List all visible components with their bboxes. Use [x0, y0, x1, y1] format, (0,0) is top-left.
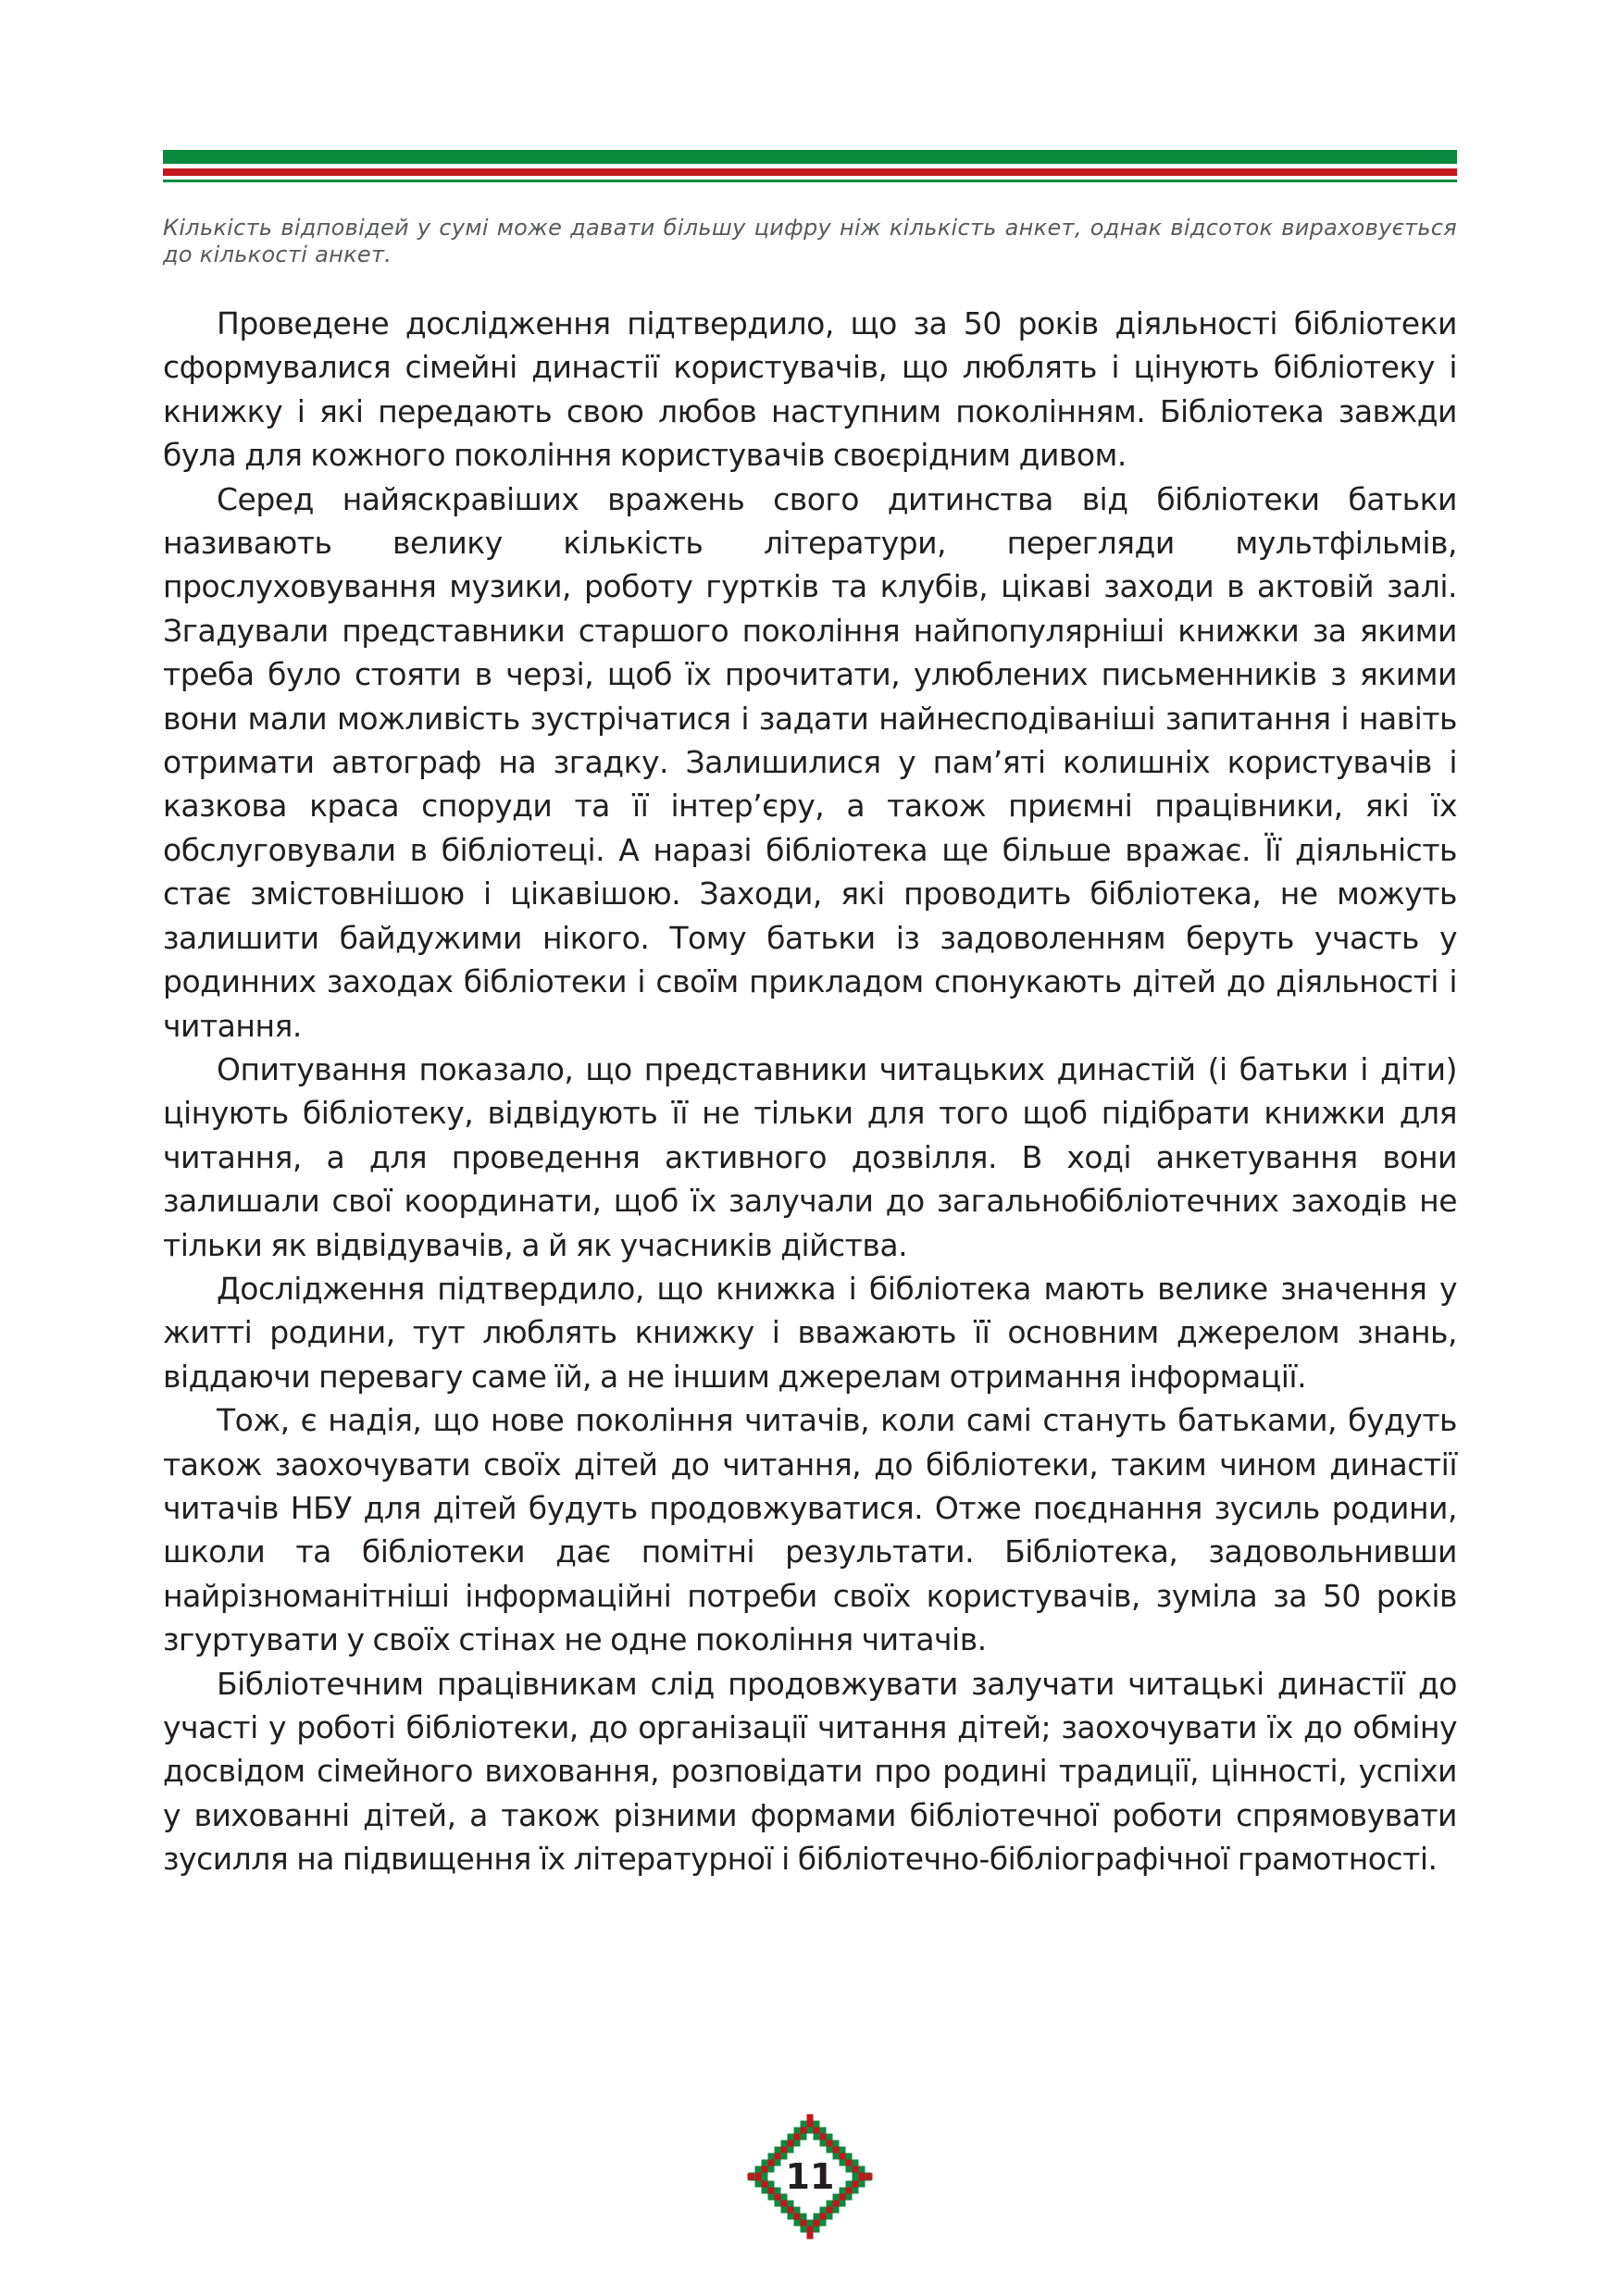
paragraph: Дослідження підтвердило, що книжка і бібліотека мають велике значення у житті родини, тут люблять книжку і вважають її основним джерелом знань, віддаючи перевагу саме їй, а не іншим джерелам отримання інформації. — [163, 1270, 1457, 1395]
footnote-note: Кількість відповідей у сумі може давати більшу цифру ніж кількість анкет, однак відсоток вираховується до кількості анкет. — [163, 215, 1457, 267]
main-text — [163, 302, 1457, 1881]
header-green-bar — [163, 150, 1457, 164]
paragraph: Тож, є надія, що нове покоління читачів, коли самі стануть батьками, будуть також заохочувати своїх дітей до читання, до бібліотеки, таким чином династії читачів НБУ для дітей будуть продовжуватися. Отже поєднання зусиль родини, школи та бібліотеки дає помітні результати. Бібліотека, задовольнивши найрізноманітніші інформаційні потреби своїх користувачів, зуміла за 50 років згуртувати у своїх стінах не одне покоління читачів. — [163, 1402, 1457, 1658]
header-red-bar — [163, 168, 1457, 176]
page-number: 11 — [785, 2156, 835, 2197]
paragraph: Проведене дослідження підтвердило, що за 50 років діяльності бібліотеки сформувалися сімейні династії користувачів, що люблять і цінують бібліотеку і книжку і які передають свою любов наступним поколінням. Бібліотека завжди була для кожного покоління користувачів своєрідним дивом. — [163, 305, 1457, 474]
paragraph: Бібліотечним працівникам слід продовжувати залучати читацькі династії до участі у роботі бібліотеки, до організації читання дітей; заохочувати їх до обміну досвідом сімейного виховання, розповідати про родині традиції, цінності, успіхи у вихованні дітей, а також різними формами бібліотечної роботи спрямовувати зусилля на підвищення їх літературної і бібліотечно-бібліографічної грамотності. — [163, 1665, 1457, 1878]
header-thin-green-bar — [163, 180, 1457, 182]
paragraph: Опитування показало, що представники читацьких династій (і батьки і діти) цінують бібліотеку, відвідують її не тільки для того щоб підібрати книжки для читання, а для проведення активного дозвілля. В ході анкетування вони залишали свої координати, щоб їх залучали до загальнобібліотечних заходів не тільки як відвідувачів, а й як учасників дійства. — [163, 1050, 1457, 1263]
header-decorative-bars — [163, 150, 1457, 182]
paragraph: Серед найяскравіших вражень свого дитинства від бібліотеки батьки називають велику кількість літератури, перегляди мультфільмів, прослуховування музики, роботу гуртків та клубів, цікаві заходи в актовій залі. Згадували представники старшого покоління найпопулярніші книжки за якими треба було стояти в черзі, щоб їх прочитати, улюблених письменників з якими вони мали можливість зустрічатися і задати найнесподіваніші запитання і навіть отримати автограф на згадку. Залишилися у пам’яті колишніх користувачів і казкова краса споруди та її інтер’єру, а також приємні працівники, які їх обслуговували в бібліотеці. А наразі бібліотека ще більше вражає. Її діяльність стає змістовнішою і цікавішою. Заходи, які проводить бібліотека, не можуть залишити байдужими нікого. Тому батьки із задоволенням беруть участь у родинних заходах бібліотеки і своїм прикладом спонукають дітей до діяльності і читання. — [163, 480, 1457, 1044]
